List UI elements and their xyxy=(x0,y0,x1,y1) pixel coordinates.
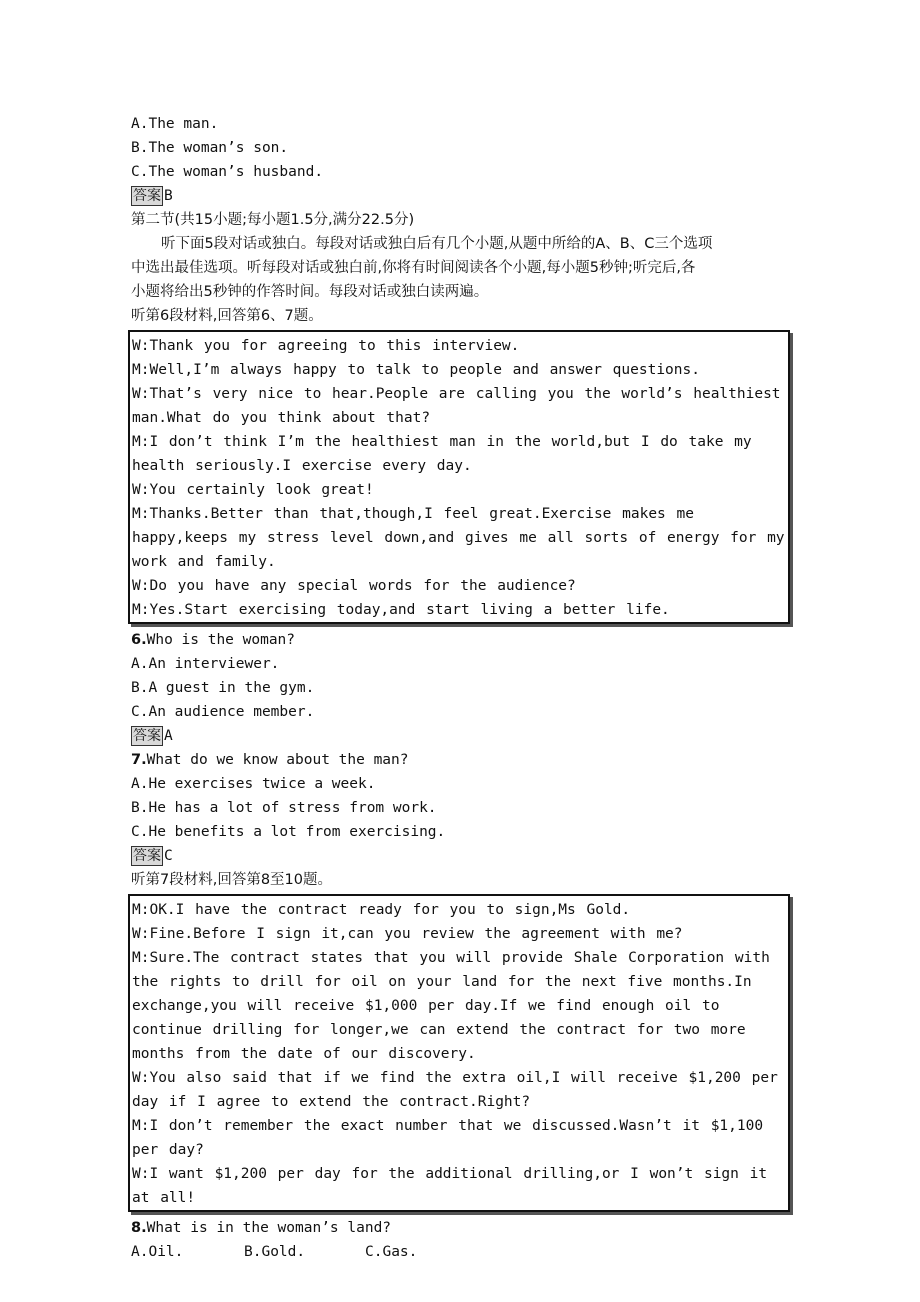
answer-value: B xyxy=(164,188,173,204)
instruction-line-3: 小题将给出5秒钟的作答时间。每段对话或独白读两遍。 xyxy=(131,284,489,300)
prev-option-b: B.The woman’s son. xyxy=(131,140,289,156)
answer-tag: 答案 xyxy=(133,848,161,864)
question-number: 7. xyxy=(131,752,147,768)
instruction-line-2: 中选出最佳选项。听每段对话或独白前,你将有时间阅读各个小题,每小题5秒钟;听完后,各 xyxy=(131,260,696,276)
q8-option-b: B.Gold. xyxy=(244,1244,306,1260)
dialog-line: M:Thanks.Better than that,though,I feel great.Exercise makes me happy,keeps my stress level down,and gives me all sorts of energy for my work and family. xyxy=(132,506,785,570)
q8-options xyxy=(131,1240,791,1264)
dialog-line: M:Sure.The contract states that you will provide Shale Corporation with the rights to drill for oil on your land for the next five months.In exchange,you will receive $1,000 per day.If we find enough oil to continue drilling for longer,we can extend the contract for two more months from the date of our discovery. xyxy=(132,950,770,1062)
instruction-line-1: 听下面5段对话或独白。每段对话或独白后有几个小题,从题中所给的A、B、C三个选项 xyxy=(161,236,713,252)
document-content xyxy=(131,112,791,1264)
dialog-line: W:Thank you for agreeing to this interview. xyxy=(132,338,520,354)
q7-option-b: B.He has a lot of stress from work. xyxy=(131,800,437,816)
dialog-box-7 xyxy=(128,894,790,1212)
q7-option-c: C.He benefits a lot from exercising. xyxy=(131,824,446,840)
q8-option-a: A.Oil. xyxy=(131,1244,184,1260)
q6-answer-row xyxy=(131,724,791,748)
q7-answer-row xyxy=(131,844,791,868)
question-8 xyxy=(131,1216,791,1240)
dialog-line: W:Do you have any special words for the audience? xyxy=(132,578,576,594)
answer-value: C xyxy=(164,848,173,864)
prev-answer-row xyxy=(131,184,791,208)
prev-option-c: C.The woman’s husband. xyxy=(131,164,324,180)
question-number: 6. xyxy=(131,632,147,648)
dialog-line: M:I don’t remember the exact number that we discussed.Wasn’t it $1,100 per day? xyxy=(132,1118,764,1158)
question-text: What is in the woman’s land? xyxy=(146,1220,392,1236)
dialog-line: M:I don’t think I’m the healthiest man in the world,but I do take my health seriously.I exercise every day. xyxy=(132,434,752,474)
question-text: What do we know about the man? xyxy=(146,752,409,768)
question-7 xyxy=(131,748,791,772)
answer-value: A xyxy=(164,728,173,744)
question-number: 8. xyxy=(131,1220,147,1236)
dialog-box-6 xyxy=(128,330,790,624)
question-text: Who is the woman? xyxy=(146,632,296,648)
dialog-line: W:You certainly look great! xyxy=(132,482,374,498)
q6-option-b: B.A guest in the gym. xyxy=(131,680,315,696)
q6-option-c: C.An audience member. xyxy=(131,704,315,720)
q8-option-c: C.Gas. xyxy=(365,1244,418,1260)
question-6 xyxy=(131,628,791,652)
q7-option-a: A.He exercises twice a week. xyxy=(131,776,376,792)
dialog-line: W:That’s very nice to hear.People are calling you the world’s healthiest man.What do you think about that? xyxy=(132,386,781,426)
q6-option-a: A.An interviewer. xyxy=(131,656,280,672)
answer-tag: 答案 xyxy=(133,728,161,744)
prev-option-a: A.The man. xyxy=(131,116,219,132)
dialog-line: M:OK.I have the contract ready for you to sign,Ms Gold. xyxy=(132,902,631,918)
section-title: 第二节(共15小题;每小题1.5分,满分22.5分) xyxy=(131,212,415,228)
material-7-heading: 听第7段材料,回答第8至10题。 xyxy=(131,872,333,888)
answer-tag: 答案 xyxy=(133,188,161,204)
material-6-heading: 听第6段材料,回答第6、7题。 xyxy=(131,308,323,324)
dialog-line: W:Fine.Before I sign it,can you review the agreement with me? xyxy=(132,926,683,942)
dialog-line: W:You also said that if we find the extra oil,I will receive $1,200 per day if I agree to extend the contract.Right? xyxy=(132,1070,778,1110)
dialog-line: M:Well,I’m always happy to talk to people and answer questions. xyxy=(132,362,700,378)
dialog-line: W:I want $1,200 per day for the additional drilling,or I won’t sign it at all! xyxy=(132,1166,768,1206)
dialog-line: M:Yes.Start exercising today,and start living a better life. xyxy=(132,602,670,618)
